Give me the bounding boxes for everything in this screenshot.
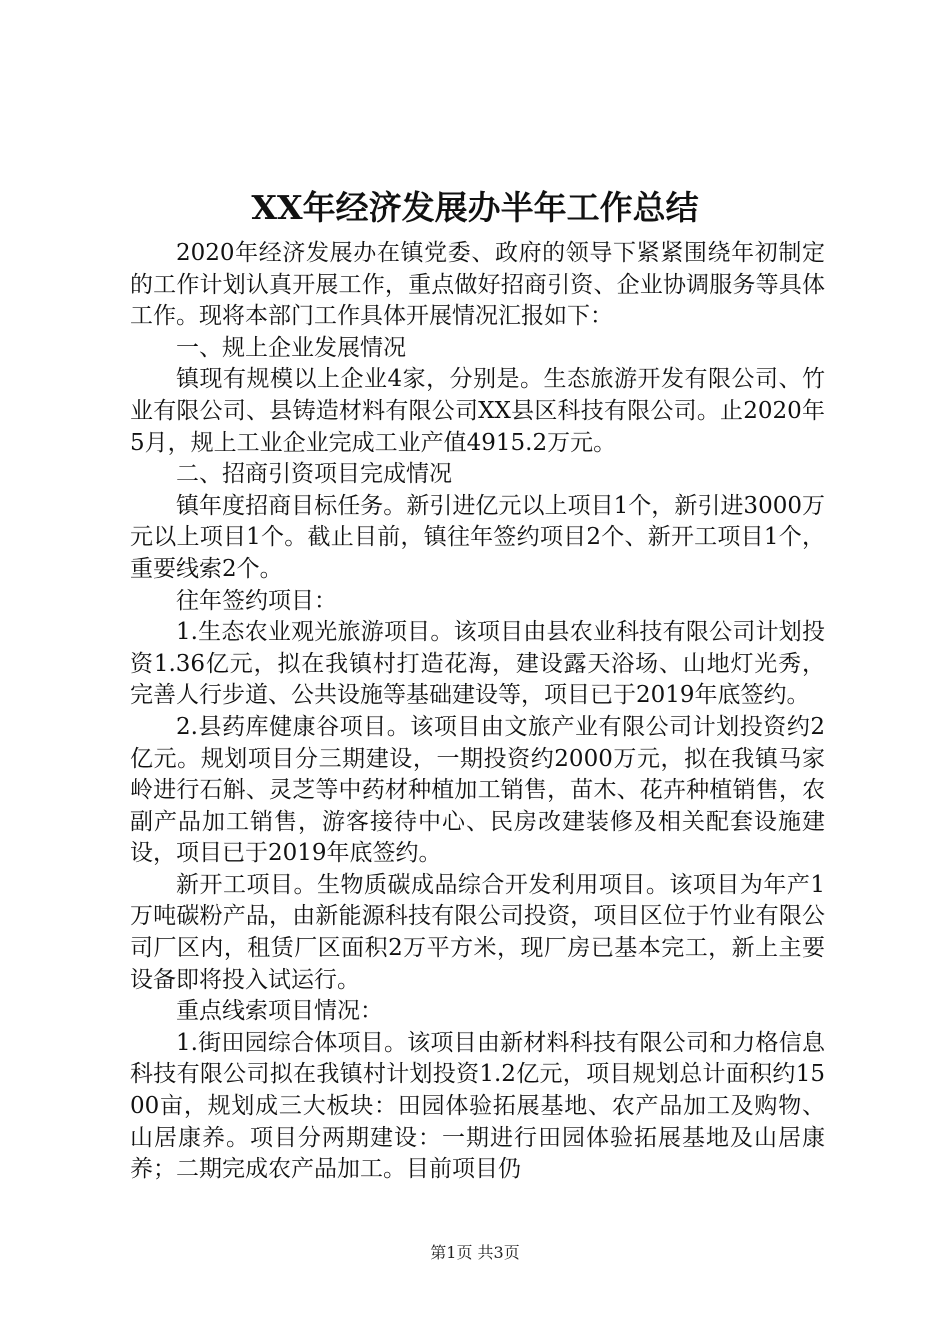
page-title: XX年经济发展办半年工作总结 — [251, 188, 699, 227]
subheading-key-leads: 重点线索项目情况： — [176, 998, 383, 1025]
section-heading-enterprises: 一、规上企业发展情况 — [176, 334, 406, 361]
new-project-paragraph: 新开工项目。生物质碳成品综合开发利用项目。该项目为年产1万吨碳粉产品，由新能源科技有限公司投资，项目区位于竹业有限公司厂区内，租赁厂区面积2万平方米，现厂房已基本完工，新上主要设备即将投入试运行。 — [130, 871, 825, 993]
enterprises-paragraph: 镇现有规模以上企业4家，分别是。生态旅游开发有限公司、竹业有限公司、县铸造材料有限公司XX县区科技有限公司。止2020年5月，规上工业企业完成工业产值4915.2万元。 — [130, 366, 825, 456]
key-lead-1-paragraph: 1.街田园综合体项目。该项目由新材料科技有限公司和力格信息科技有限公司拟在我镇村计划投资1.2亿元，项目规划总计面积约1500亩，规划成三大板块：田园体验拓展基地、农产品加工及购物、山居康养。项目分两期建设：一期进行田园体验拓展基地及山居康养；二期完成农产品加工。目前项目仍 — [130, 1029, 825, 1183]
document-body — [130, 238, 825, 1186]
signed-project-1-paragraph: 1.生态农业观光旅游项目。该项目由县农业科技有限公司计划投资1.36亿元，拟在我镇村打造花海，建设露天浴场、山地灯光秀，完善人行步道、公共设施等基础建设等，项目已于2019年底签约。 — [130, 619, 825, 709]
intro-paragraph: 2020年经济发展办在镇党委、政府的领导下紧紧围绕年初制定的工作计划认真开展工作，重点做好招商引资、企业协调服务等具体工作。现将本部门工作具体开展情况汇报如下： — [130, 240, 825, 330]
investment-paragraph: 镇年度招商目标任务。新引进亿元以上项目1个，新引进3000万元以上项目1个。截止目前，镇往年签约项目2个、新开工项目1个，重要线索2个。 — [130, 492, 825, 582]
section-heading-investment: 二、招商引资项目完成情况 — [176, 461, 452, 488]
signed-project-2-paragraph: 2.县药库健康谷项目。该项目由文旅产业有限公司计划投资约2亿元。规划项目分三期建设，一期投资约2000万元，拟在我镇马家岭进行石斛、灵芝等中药材种植加工销售，苗木、花卉种植销售，农副产品加工销售，游客接待中心、民房改建装修及相关配套设施建设，项目已于2019年底签约。 — [130, 713, 825, 867]
subheading-signed-projects: 往年签约项目： — [176, 587, 337, 614]
page-footer: 第1页 共3页 — [430, 1243, 520, 1262]
